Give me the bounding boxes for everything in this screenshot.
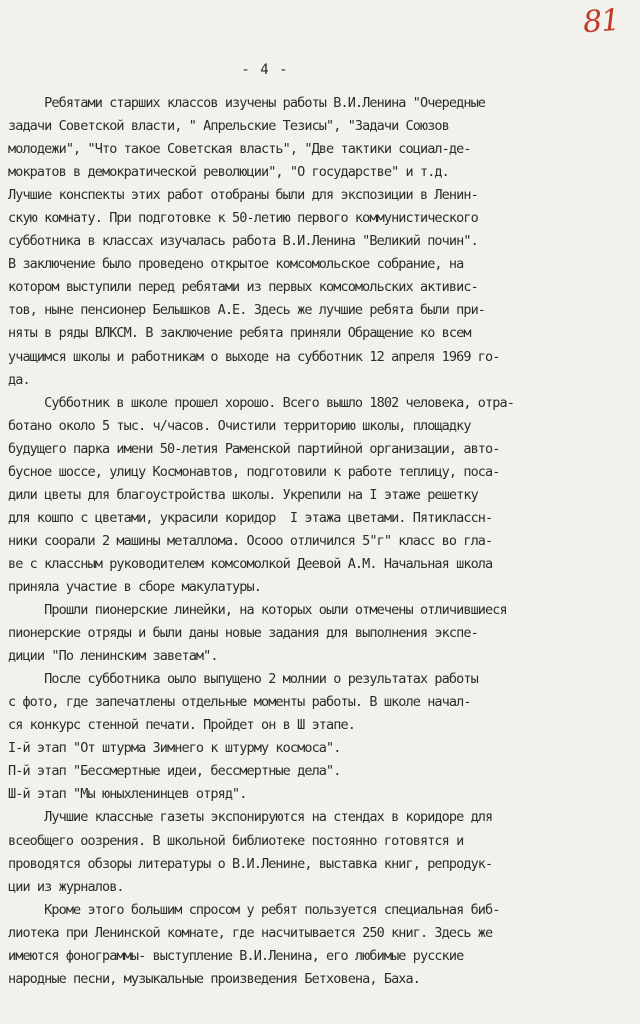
text-line: для кошпо с цветами, украсили коридор I этажа цветами. Пятиклассн-	[8, 509, 493, 526]
text-line: мократов в демократической революции", "О государстве" и т.д.	[8, 164, 449, 181]
text-line: имеются фонограммы- выступление В.И.Ленина, его любимые русские	[8, 947, 464, 964]
text-line: дили цветы для благоустройства школы. Укрепили на I этаже решетку	[8, 486, 478, 503]
text-line: субботника в классах изучалась работа В.И.Ленина "Великий почин".	[8, 233, 478, 250]
text-line: пионерские отряды и были даны новые задания для выполнения экспе-	[8, 625, 478, 642]
text-line: Субботник в школе прошел хорошо. Всего вышло 1802 человека, отра-	[8, 394, 514, 411]
text-line: да.	[8, 371, 30, 388]
text-line: с фото, где запечатлены отдельные моменты работы. В школе начал-	[8, 694, 471, 711]
text-line: учащимся школы и работникам о выходе на субботник 12 апреля 1969 го-	[8, 348, 500, 365]
text-line: ники соорали 2 машины металлома. Осооо отличился 5"г" класс во гла-	[8, 532, 493, 549]
text-line: В заключение было проведено открытое комсомольское собрание, на	[8, 256, 464, 273]
text-line: П-й этап "Бессмертные идеи, бессмертные дела".	[8, 763, 341, 780]
text-line: После субботника оыло выпущено 2 молнии о результатах работы	[8, 671, 478, 688]
text-line: ве с классным руководителем комсомолкой Деевой А.М. Начальная школа	[8, 555, 493, 572]
text-line: всеобщего оозрения. В школьной библиотеке постоянно готовятся и	[8, 832, 464, 849]
handwritten-page-number: 81	[581, 2, 621, 41]
text-line: котором выступили перед ребятами из первых комсомольских активис-	[8, 279, 478, 296]
text-line: ботано около 5 тыс. ч/часов. Очистили территорию школы, площадку	[8, 417, 471, 434]
text-line: Ребятами старших классов изучены работы В.И.Ленина "Очередные	[8, 95, 486, 111]
text-line: приняла участие в сборе макулатуры.	[8, 578, 261, 595]
text-line: Прошли пионерские линейки, на которых оыли отмечены отличившиеся	[8, 602, 507, 619]
text-line: ся конкурс стенной печати. Пройдет он в Ш этапе.	[8, 717, 355, 734]
text-line: будущего парка имени 50-летия Раменской партийной организации, авто-	[8, 440, 500, 457]
text-line: Кроме этого большим спросом у ребят пользуется специальная биб-	[8, 901, 500, 918]
text-line: Лучшие конспекты этих работ отобраны были для экспозиции в Ленин-	[8, 187, 478, 204]
text-line: проводятся обзоры литературы о В.И.Ленине, выставка книг, репродук-	[8, 855, 493, 872]
body-text	[8, 92, 632, 991]
text-line: диции "По ленинским заветам".	[8, 648, 218, 665]
typed-page-number: - 4 -	[241, 62, 289, 78]
text-line: лиотека при Ленинской комнате, где насчитывается 250 книг. Здесь же	[8, 924, 493, 941]
text-line: задачи Советской власти, " Апрельские Тезисы", "Задачи Союзов	[8, 118, 449, 135]
text-line: Ш-й этап "Мы юныхленинцев отряд".	[8, 786, 247, 803]
text-line: тов, ныне пенсионер Белышков А.Е. Здесь же лучшие ребята были при-	[8, 302, 486, 319]
text-line: народные песни, музыкальные произведения Бетховена, Баха.	[8, 970, 420, 987]
text-line: молодежи", "Что такое Советская власть", "Две тактики социал-де-	[8, 141, 471, 158]
text-line: скую комнату. При подготовке к 50-летию первого коммунистического	[8, 210, 478, 227]
text-line: I-й этап "От штурма Зимнего к штурму космоса".	[8, 740, 341, 757]
text-line: няты в ряды ВЛКСМ. В заключение ребята приняли Обращение ко всем	[8, 325, 471, 342]
text-line: бусное шоссе, улицу Космонавтов, подготовили к работе теплицу, поса-	[8, 463, 500, 480]
text-line: ции из журналов.	[8, 878, 124, 895]
text-line: Лучшие классные газеты экспонируются на стендах в коридоре для	[8, 809, 493, 826]
